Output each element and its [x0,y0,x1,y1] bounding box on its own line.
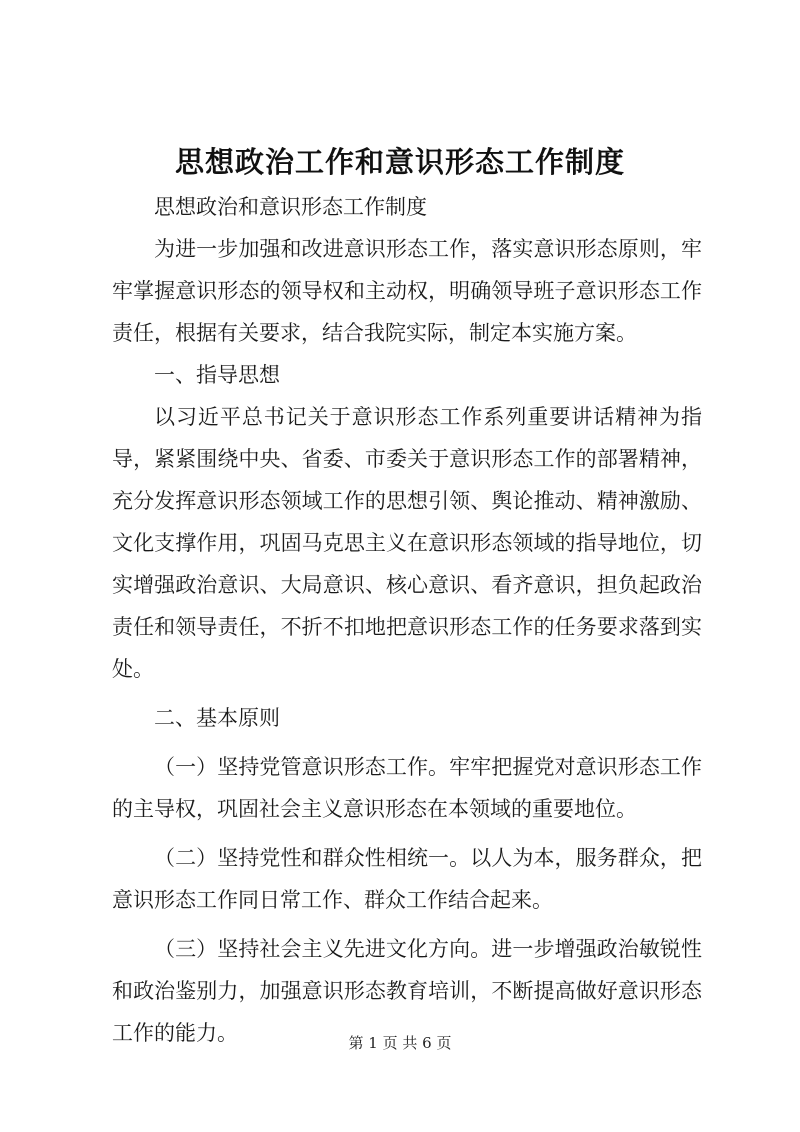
section-heading-basic-principles: 二、基本原则 [154,706,280,730]
intro-paragraph: 为进一步加强和改进意识形态工作，落实意识形态原则，牢牢掌握意识形态的领导权和主动权，明确领导班子意识形态工作责任，根据有关要求，结合我院实际，制定本实施方案。 [112,237,702,345]
section-heading-guiding-thought: 一、指导思想 [154,363,280,387]
document-body [112,186,702,1054]
subtitle-paragraph: 思想政治和意识形态工作制度 [154,195,427,219]
page-number-footer: 第 1 页 共 6 页 [348,1034,452,1052]
principle-2-paragraph: （二）坚持党性和群众性相统一。以人为本，服务群众，把意识形态工作同日常工作、群众工作结合起来。 [112,846,702,912]
principle-3-paragraph: （三）坚持社会主义先进文化方向。进一步增强政治敏锐性和政治鉴别力，加强意识形态教育培训，不断提高做好意识形态工作的能力。 [112,937,702,1045]
document-title: 思想政治工作和意识形态工作制度 [174,145,625,179]
guiding-thought-paragraph: 以习近平总书记关于意识形态工作系列重要讲话精神为指导，紧紧围绕中央、省委、市委关于意识形态工作的部署精神，充分发挥意识形态领域工作的思想引领、舆论推动、精神激励、文化支撑作用，巩固马克思主义在意识形态领域的指导地位，切实增强政治意识、大局意识、核心意识、看齐意识，担负起政治责任和领导责任，不折不扣地把意识形态工作的任务要求落到实处。 [112,405,702,681]
principle-1-paragraph: （一）坚持党管意识形态工作。牢牢把握党对意识形态工作的主导权，巩固社会主义意识形态在本领域的重要地位。 [112,755,702,821]
